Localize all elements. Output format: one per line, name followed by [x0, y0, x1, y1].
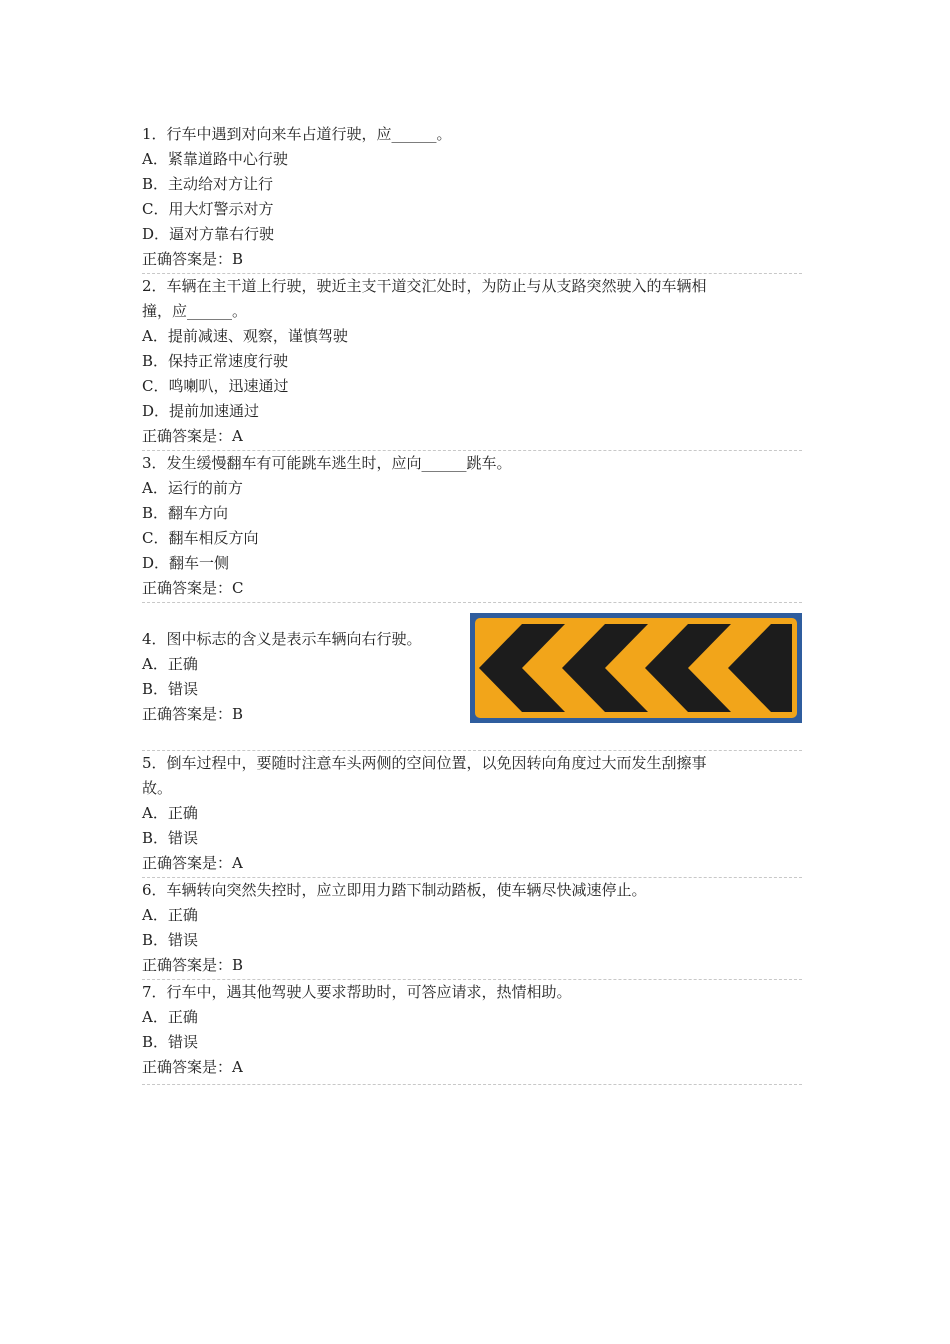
- question-5: [142, 751, 802, 878]
- option-d: D．逼对方靠右行驶: [142, 225, 275, 243]
- option-a: A．正确: [142, 804, 198, 822]
- question-number: 7．: [142, 983, 167, 1001]
- option-a: A．紧靠道路中心行驶: [142, 150, 288, 168]
- answer-line: 正确答案是：A: [142, 427, 243, 445]
- question-number: 6．: [142, 881, 167, 899]
- question-stem: [142, 751, 802, 776]
- answer-line: 正确答案是：B: [142, 250, 244, 268]
- answer-line: 正确答案是：A: [142, 1058, 243, 1076]
- question-7: [142, 980, 802, 1085]
- question-list: [142, 122, 802, 1085]
- question-text: 车辆在主干道上行驶，驶近主支干道交汇处时，为防止与从支路突然驶入的车辆相: [166, 277, 707, 295]
- option-c: C．用大灯警示对方: [142, 200, 274, 218]
- question-number: 1．: [142, 125, 167, 143]
- question-number: 3．: [142, 454, 167, 472]
- answer-line: 正确答案是：A: [142, 854, 243, 872]
- option-a: A．正确: [142, 655, 198, 673]
- question-number: 4．: [142, 630, 167, 648]
- answer-line: 正确答案是：B: [142, 705, 244, 723]
- question-stem: [142, 980, 802, 1005]
- option-b: B．错误: [142, 829, 199, 847]
- option-d: D．翻车一侧: [142, 554, 230, 572]
- option-b: B．保持正常速度行驶: [142, 352, 289, 370]
- question-text: 行车中，遇其他驾驶人要求帮助时，可答应请求，热情相助。: [166, 983, 572, 1001]
- option-a: A．正确: [142, 906, 198, 924]
- question-text: 倒车过程中，要随时注意车头两侧的空间位置，以免因转向角度过大而发生刮擦事: [166, 754, 707, 772]
- question-stem: [142, 878, 802, 903]
- question-text-continued: 故。: [142, 779, 173, 797]
- option-d: D．提前加速通过: [142, 402, 260, 420]
- left-chevron-sign-icon: [470, 613, 802, 723]
- answer-line: 正确答案是：C: [142, 579, 244, 597]
- question-number: 5．: [142, 754, 167, 772]
- question-1: [142, 122, 802, 274]
- option-c: C．翻车相反方向: [142, 529, 259, 547]
- separator: [142, 1084, 802, 1085]
- question-text: 行车中遇到对向来车占道行驶，应______。: [166, 125, 452, 143]
- question-text: 图中标志的含义是表示车辆向右行驶。: [166, 630, 422, 648]
- option-a: A．正确: [142, 1008, 198, 1026]
- option-a: A．提前减速、观察，谨慎驾驶: [142, 327, 348, 345]
- question-stem: [142, 122, 802, 147]
- option-b: B．翻车方向: [142, 504, 229, 522]
- option-b: B．错误: [142, 1033, 199, 1051]
- option-c: C．鸣喇叭，迅速通过: [142, 377, 289, 395]
- question-4: [142, 603, 802, 751]
- question-6: [142, 878, 802, 980]
- option-b: B．错误: [142, 680, 199, 698]
- question-3: [142, 451, 802, 603]
- question-text-continued: 撞，应______。: [142, 302, 248, 320]
- question-2: [142, 274, 802, 451]
- question-text: 车辆转向突然失控时，应立即用力踏下制动踏板，使车辆尽快减速停止。: [166, 881, 647, 899]
- option-b: B．主动给对方让行: [142, 175, 274, 193]
- question-stem: [142, 274, 802, 299]
- question-text: 发生缓慢翻车有可能跳车逃生时，应向______跳车。: [166, 454, 512, 472]
- option-a: A．运行的前方: [142, 479, 243, 497]
- option-b: B．错误: [142, 931, 199, 949]
- question-stem: [142, 451, 802, 476]
- answer-line: 正确答案是：B: [142, 956, 244, 974]
- question-number: 2．: [142, 277, 167, 295]
